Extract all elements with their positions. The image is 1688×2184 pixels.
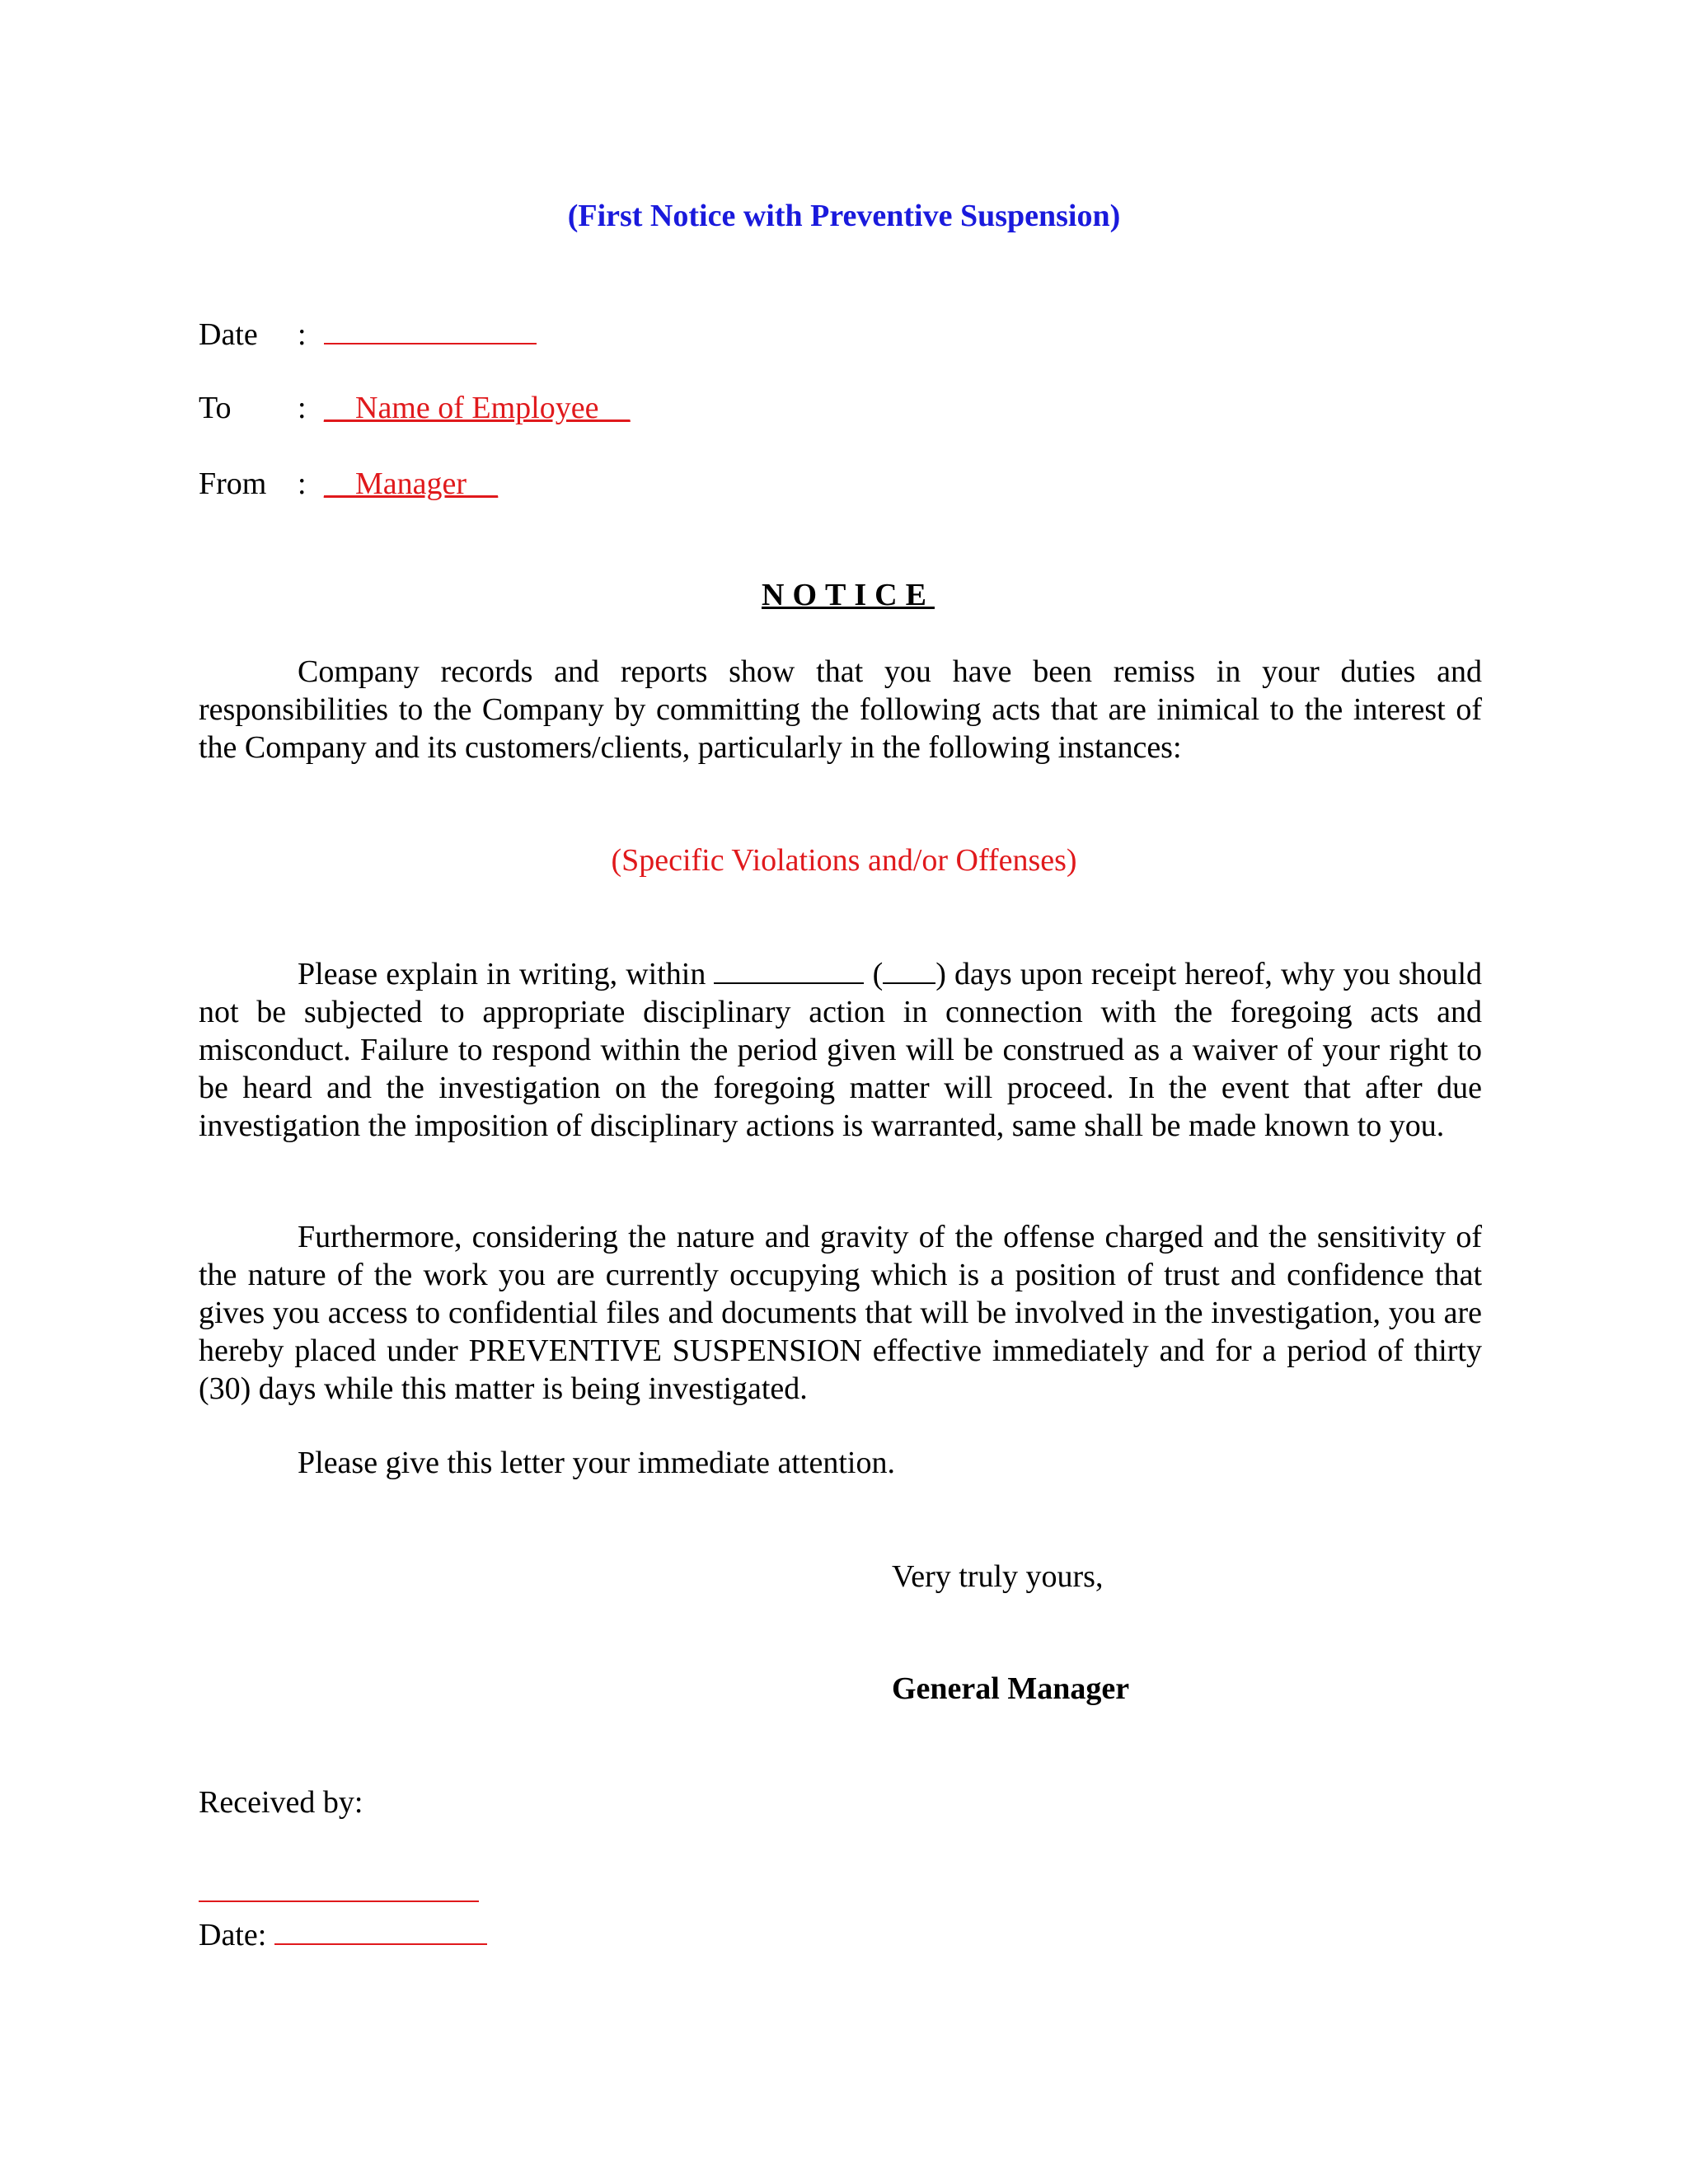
from-label: From xyxy=(199,466,267,501)
date-blank[interactable] xyxy=(324,313,537,344)
from-value[interactable]: __Manager__ xyxy=(324,466,499,501)
to-value[interactable]: __Name of Employee__ xyxy=(324,391,631,425)
paragraph-explain: Please explain in writing, within ( ) days upon receipt hereof, why you should not be subjected to appropriate disciplinary action in connection with the foregoing acts and misconduct. Failure to respond within the period given will be construed as a waiver of your right to be heard and the investigation on the foregoing matter will proceed. In the event that after due investigation the imposition of disciplinary actions is warranted, same shall be made known to you. xyxy=(199,954,1482,1145)
explain-intro: Please explain in writing, within xyxy=(298,957,706,991)
from-colon: : xyxy=(298,466,307,501)
to-field-row xyxy=(199,389,630,427)
date-colon: : xyxy=(298,317,307,352)
specific-violations: (Specific Violations and/or Offenses) xyxy=(611,843,1077,878)
manager-name: Manager xyxy=(355,466,467,501)
paragraph-attention: Please give this letter your immediate attention. xyxy=(298,1446,895,1480)
days-words-blank[interactable] xyxy=(714,954,864,984)
notice-subtitle: (First Notice with Preventive Suspension) xyxy=(567,199,1121,233)
employee-name: Name of Employee xyxy=(355,391,599,425)
explain-body: days upon receipt hereof, why you should not be subjected to appropriate disciplinary action in connection with the foregoing acts and misconduct. Failure to respond within the period given will be construed as a waiver of your right to be heard and the investigation on the foregoing matter will proceed. In the event that after due investigation the imposition of disciplinary actions is warranted, same shall be made known to you. xyxy=(199,957,1483,1143)
receipt-date-row xyxy=(199,1914,487,1954)
receiver-signature-line[interactable] xyxy=(199,1900,479,1902)
received-by-label: Received by: xyxy=(199,1785,363,1820)
paragraph-records: Company records and reports show that you have been remiss in your duties and responsibilities to the Company by committing the following acts that are inimical to the interest of the Company and its customers/clients, particularly in the following instances: xyxy=(199,654,1482,765)
closing-salutation: Very truly yours, xyxy=(892,1559,1104,1594)
receipt-date-label: Date: xyxy=(199,1918,267,1952)
to-colon: : xyxy=(298,391,307,425)
date-label: Date xyxy=(199,317,258,352)
days-number-blank[interactable] xyxy=(883,954,935,984)
to-label: To xyxy=(199,391,232,425)
date-field-row xyxy=(199,313,537,354)
signatory-title: General Manager xyxy=(892,1671,1130,1706)
paragraph-suspension: Furthermore, considering the nature and gravity of the offense charged and the sensitivity of the nature of the work you are currently occupying which is a position of trust and confidence that gives you access to confidential files and documents that will be involved in the investigation, you are hereby placed under PREVENTIVE SUSPENSION effective immediately and for a period of thirty (30) days while this matter is being investigated. xyxy=(199,1220,1482,1406)
notice-heading: NOTICE xyxy=(762,578,935,612)
receipt-date-blank[interactable] xyxy=(274,1914,487,1945)
from-field-row xyxy=(199,465,498,503)
